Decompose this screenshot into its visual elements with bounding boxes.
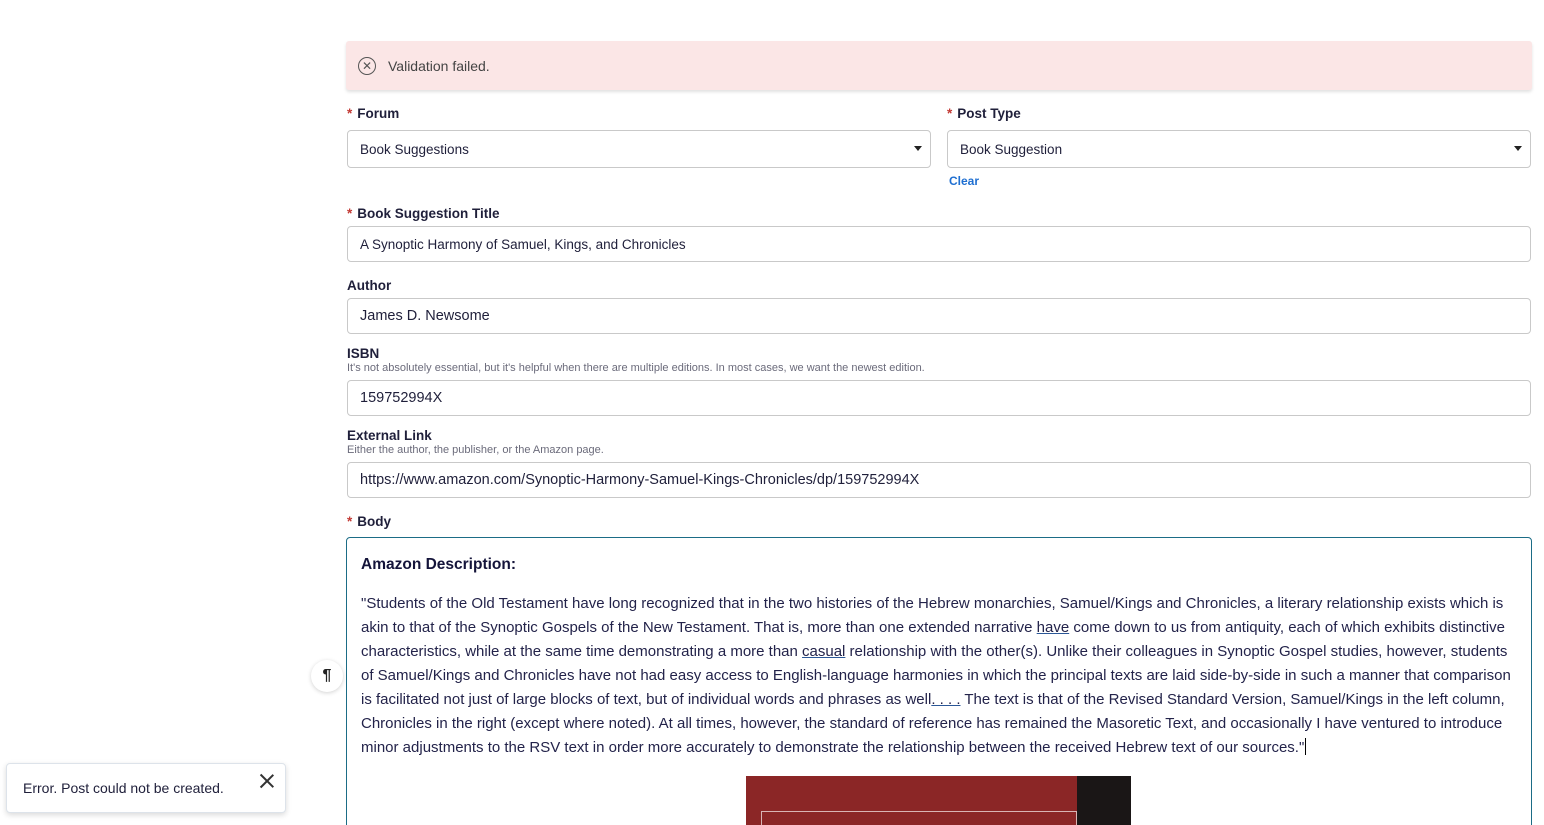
body-label (347, 514, 391, 529)
title-label (347, 206, 500, 221)
required-mark: * (947, 106, 953, 121)
chevron-down-icon (914, 146, 922, 151)
body-text-part: The text is that of the Revised Standard Version, Samuel/Kings in the left column, Chronicles in the right (except where noted). At all times, however, the standard of reference has remained the Masoretic Text, and occasionally I have ventured to introduce minor adjustments to the RSV text in order more accurately to demonstrate the relationship between the received Hebrew text of our sources." (361, 691, 1505, 756)
chevron-down-icon (1514, 146, 1522, 151)
close-icon[interactable] (259, 773, 275, 789)
body-text-part: relationship with the other(s). Unlike their colleagues in Synoptic Gospel studies, however, students of Samuel/Kings and Chronicles have not had easy access to English-language harmonies in which the principal texts are laid side-by-side in such a manner that comparison is facilitated not just of large blocks of text, but of individual words and phrases as well (361, 643, 1511, 708)
book-cover-spine (1077, 776, 1131, 825)
external-link-help-text: Either the author, the publisher, or the Amazon page. (347, 444, 604, 456)
book-cover-image (746, 776, 1131, 825)
body-text-part: "Students of the Old Testament have long recognized that in the two histories of the Hebrew monarchies, Samuel/Kings and Chronicles, a literary relationship exists which is akin to that of the Synoptic Gospels of the New Testament. That is, more than one extended narrative (361, 595, 1504, 636)
body-label-text: Body (357, 514, 392, 529)
pilcrow-icon: ¶ (322, 667, 332, 684)
external-link-label (347, 428, 432, 443)
external-link-input[interactable] (347, 462, 1531, 498)
required-mark: * (347, 206, 353, 221)
forum-label-text: Forum (357, 106, 400, 121)
alert-message: Validation failed. (388, 57, 490, 74)
required-mark: * (347, 514, 353, 529)
spellcheck-word[interactable]: have (1036, 619, 1070, 636)
post-type-select-value: Book Suggestion (960, 141, 1063, 157)
external-link-label-text: External Link (347, 428, 432, 443)
spellcheck-word[interactable]: . . . . (931, 691, 961, 708)
title-label-text: Book Suggestion Title (357, 206, 500, 221)
author-input[interactable] (347, 298, 1531, 334)
clear-link[interactable]: Clear (949, 174, 980, 188)
book-cover-frame (761, 811, 1077, 825)
forum-select[interactable] (347, 130, 931, 168)
toast-message: Error. Post could not be created. (23, 780, 224, 796)
isbn-input-value: 159752994X (360, 390, 443, 406)
forum-label (347, 106, 399, 121)
post-type-label-text: Post Type (957, 106, 1021, 121)
text-cursor (1305, 738, 1306, 755)
author-label (347, 278, 391, 293)
spellcheck-word[interactable]: casual (802, 643, 846, 660)
isbn-input[interactable] (347, 380, 1531, 416)
isbn-help-text: It's not absolutely essential, but it's helpful when there are multiple editions. In most cases, we want the newest edition. (347, 362, 925, 374)
isbn-label-text: ISBN (347, 346, 380, 361)
isbn-label (347, 346, 379, 361)
external-link-input-value: https://www.amazon.com/Synoptic-Harmony-Samuel-Kings-Chronicles/dp/159752994X (360, 472, 920, 488)
forum-select-value: Book Suggestions (360, 141, 469, 157)
title-input-value: A Synoptic Harmony of Samuel, Kings, and Chronicles (360, 236, 686, 252)
error-toast (6, 763, 286, 813)
post-type-select[interactable] (947, 130, 1531, 168)
body-heading: Amazon Description: (361, 556, 517, 573)
post-type-label (947, 106, 1021, 121)
author-input-value: James D. Newsome (360, 308, 490, 324)
body-paragraph (361, 592, 1517, 760)
required-mark: * (347, 106, 353, 121)
paragraph-format-button[interactable] (311, 660, 343, 692)
body-text-part: come down to us from antiquity, each of which exhibits distinctive characteristics, while at the same time demonstrating a more than (361, 619, 1505, 660)
author-label-text: Author (347, 278, 392, 293)
title-input[interactable] (347, 226, 1531, 262)
body-editor[interactable] (346, 537, 1532, 825)
validation-alert (346, 41, 1532, 90)
x-circle-icon: ✕ (358, 57, 376, 75)
